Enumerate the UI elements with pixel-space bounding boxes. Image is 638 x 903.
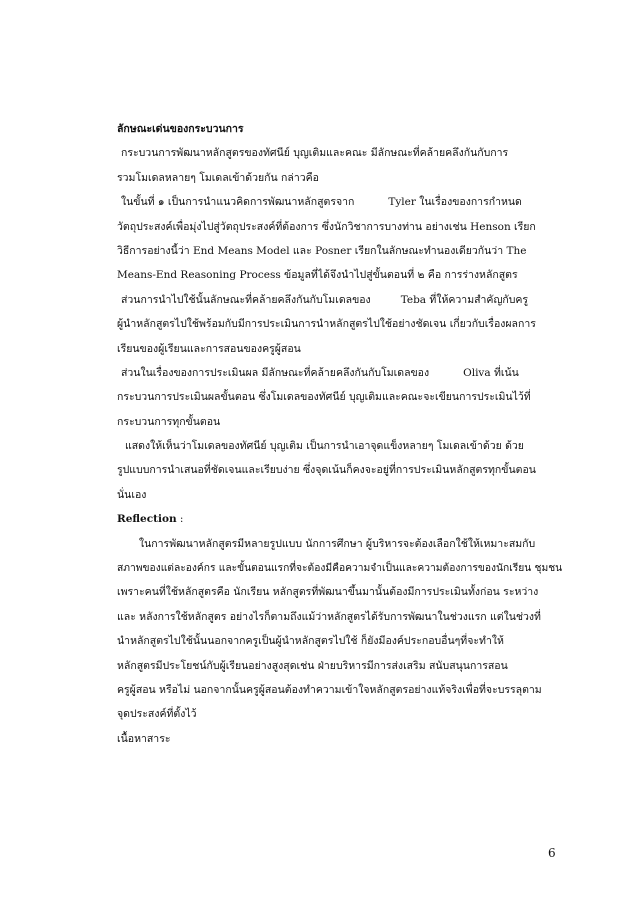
- reflection-line-2: สภาพของแต่ละองค์กร และขั้นตอนแรกที่จะต้องมีคือความจำเป็นและความต้องการของนักเรียน ชุมชน: [117, 562, 563, 575]
- paragraph-1-line-2: รวมโมเดลหลายๆ โมเดลเข้าด้วยกัน กล่าวคือ: [117, 171, 319, 184]
- closing-label: เนื้อหาสาระ: [117, 732, 171, 745]
- page-number: 6: [548, 846, 556, 860]
- paragraph-2-line-3: วิธีการอย่างนี้ว่า End Means Model และ Posner เรียกในลักษณะทำนองเดียวกันว่า The: [117, 244, 527, 257]
- paragraph-5-line-1: แสดงให้เห็นว่าโมเดลของทัศนีย์ บุญเติม เป็นการนำเอาจุดแข็งหลายๆ โมเดลเข้าด้วย ด้วย: [125, 440, 524, 453]
- paragraph-3-line-2: ผู้นำหลักสูตรไปใช้พร้อมกับมีการประเมินการนำหลักสูตรไปใช้อย่างชัดเจน เกี่ยวกับเรื่องผลการ: [117, 318, 536, 331]
- paragraph-3-line-1-part-a: ส่วนการนำไปใช้นั้นลักษณะที่คล้ายคลึงกันกับโมเดลของ: [121, 293, 371, 306]
- paragraph-4-line-3: กระบวนการทุกขั้นตอน: [117, 415, 221, 428]
- reflection-heading-line: [117, 507, 569, 531]
- reflection-colon: :: [176, 513, 184, 526]
- paragraph-2-line-2: วัตถุประสงค์เพื่อมุ่งไปสู่วัตถุประสงค์ที่ต้องการ ซึ่งนักวิชาการบางท่าน อย่างเช่น Henson เรียก: [117, 220, 536, 233]
- paragraph-3-line-1: [117, 288, 569, 312]
- reflection-line-6: หลักสูตรมีประโยชน์กับผู้เรียนอย่างสูงสุดเช่น ฝ่ายบริหารมีการส่งเสริม สนับสนุนการสอน: [117, 659, 508, 672]
- page-content: [117, 117, 569, 751]
- paragraph-4-line-1-part-a: ส่วนในเรื่องของการประเมินผล มีลักษณะที่คล้ายคลึงกันกับโมเดลของ: [121, 366, 430, 379]
- reflection-line-5: นำหลักสูตรไปใช้นั้นนอกจากครูเป็นผู้นำหลักสูตรไปใช้ ก็ยังมีองค์ประกอบอื่นๆที่จะทำให้: [117, 635, 504, 648]
- paragraph-3-line-1-part-b: Teba ที่ให้ความสำคัญกับครู: [400, 293, 529, 306]
- paragraph-4-line-2: กระบวนการประเมินผลขั้นตอน ซึ่งโมเดลของทัศนีย์ บุญเติมและคณะจะเขียนการประเมินไว้ที่: [117, 391, 531, 404]
- paragraph-3-line-3: เรียนของผู้เรียนและการสอนของครูผู้สอน: [117, 342, 301, 355]
- paragraph-4-line-1: [117, 361, 569, 385]
- paragraph-2-line-1-part-a: ในขั้นที่ ๑ เป็นการนำแนวคิดการพัฒนาหลักสูตรจาก: [121, 196, 355, 209]
- reflection-line-3: เพราะคนที่ใช้หลักสูตรคือ นักเรียน หลักสูตรที่พัฒนาขึ้นมานั้นต้องมีการประเมินทั้งก่อน ระหว่าง: [117, 586, 539, 599]
- paragraph-1-line-1: กระบวนการพัฒนาหลักสูตรของทัศนีย์ บุญเติมและคณะ มีลักษณะที่คล้ายคลึงกันกับการ: [121, 147, 509, 160]
- paragraph-2-line-1-part-b: Tyler ในเรื่องของการกำหนด: [388, 196, 522, 209]
- reflection-line-8: จุดประสงค์ที่ตั้งไว้: [117, 708, 197, 721]
- reflection-line-4: และ หลังการใช้หลักสูตร อย่างไรก็ตามถึงแม้ว่าหลักสูตรได้รับการพัฒนาในช่วงแรก แต่ในช่วงที่: [117, 610, 541, 623]
- paragraph-5-line-3: นั่นเอง: [117, 488, 147, 501]
- paragraph-5-line-2: รูปแบบการนำเสนอที่ชัดเจนและเรียบง่าย ซึ่งจุดเน้นก็คงจะอยู่ที่การประเมินหลักสูตรทุกขั้นตอน: [117, 464, 536, 477]
- paragraph-2-line-1: [117, 190, 569, 214]
- reflection-line-1: ในการพัฒนาหลักสูตรมีหลายรูปแบบ นักการศึกษา ผู้บริหารจะต้องเลือกใช้ให้เหมาะสมกับ: [139, 537, 536, 550]
- paragraph-2-line-4: Means-End Reasoning Process ข้อมูลที่ได้จึงนำไปสู่ขั้นตอนที่ ๒ คือ การร่างหลักสูตร: [117, 269, 518, 282]
- paragraph-4-line-1-part-b: Oliva ที่เน้น: [463, 366, 519, 379]
- reflection-heading: Reflection: [117, 513, 177, 526]
- reflection-line-7: ครูผู้สอน หรือไม่ นอกจากนั้นครูผู้สอนต้องทำความเข้าใจหลักสูตรอย่างแท้จริงเพื่อที่จะบรรลุตาม: [117, 683, 542, 696]
- section-heading: ลักษณะเด่นของกระบวนการ: [117, 123, 244, 135]
